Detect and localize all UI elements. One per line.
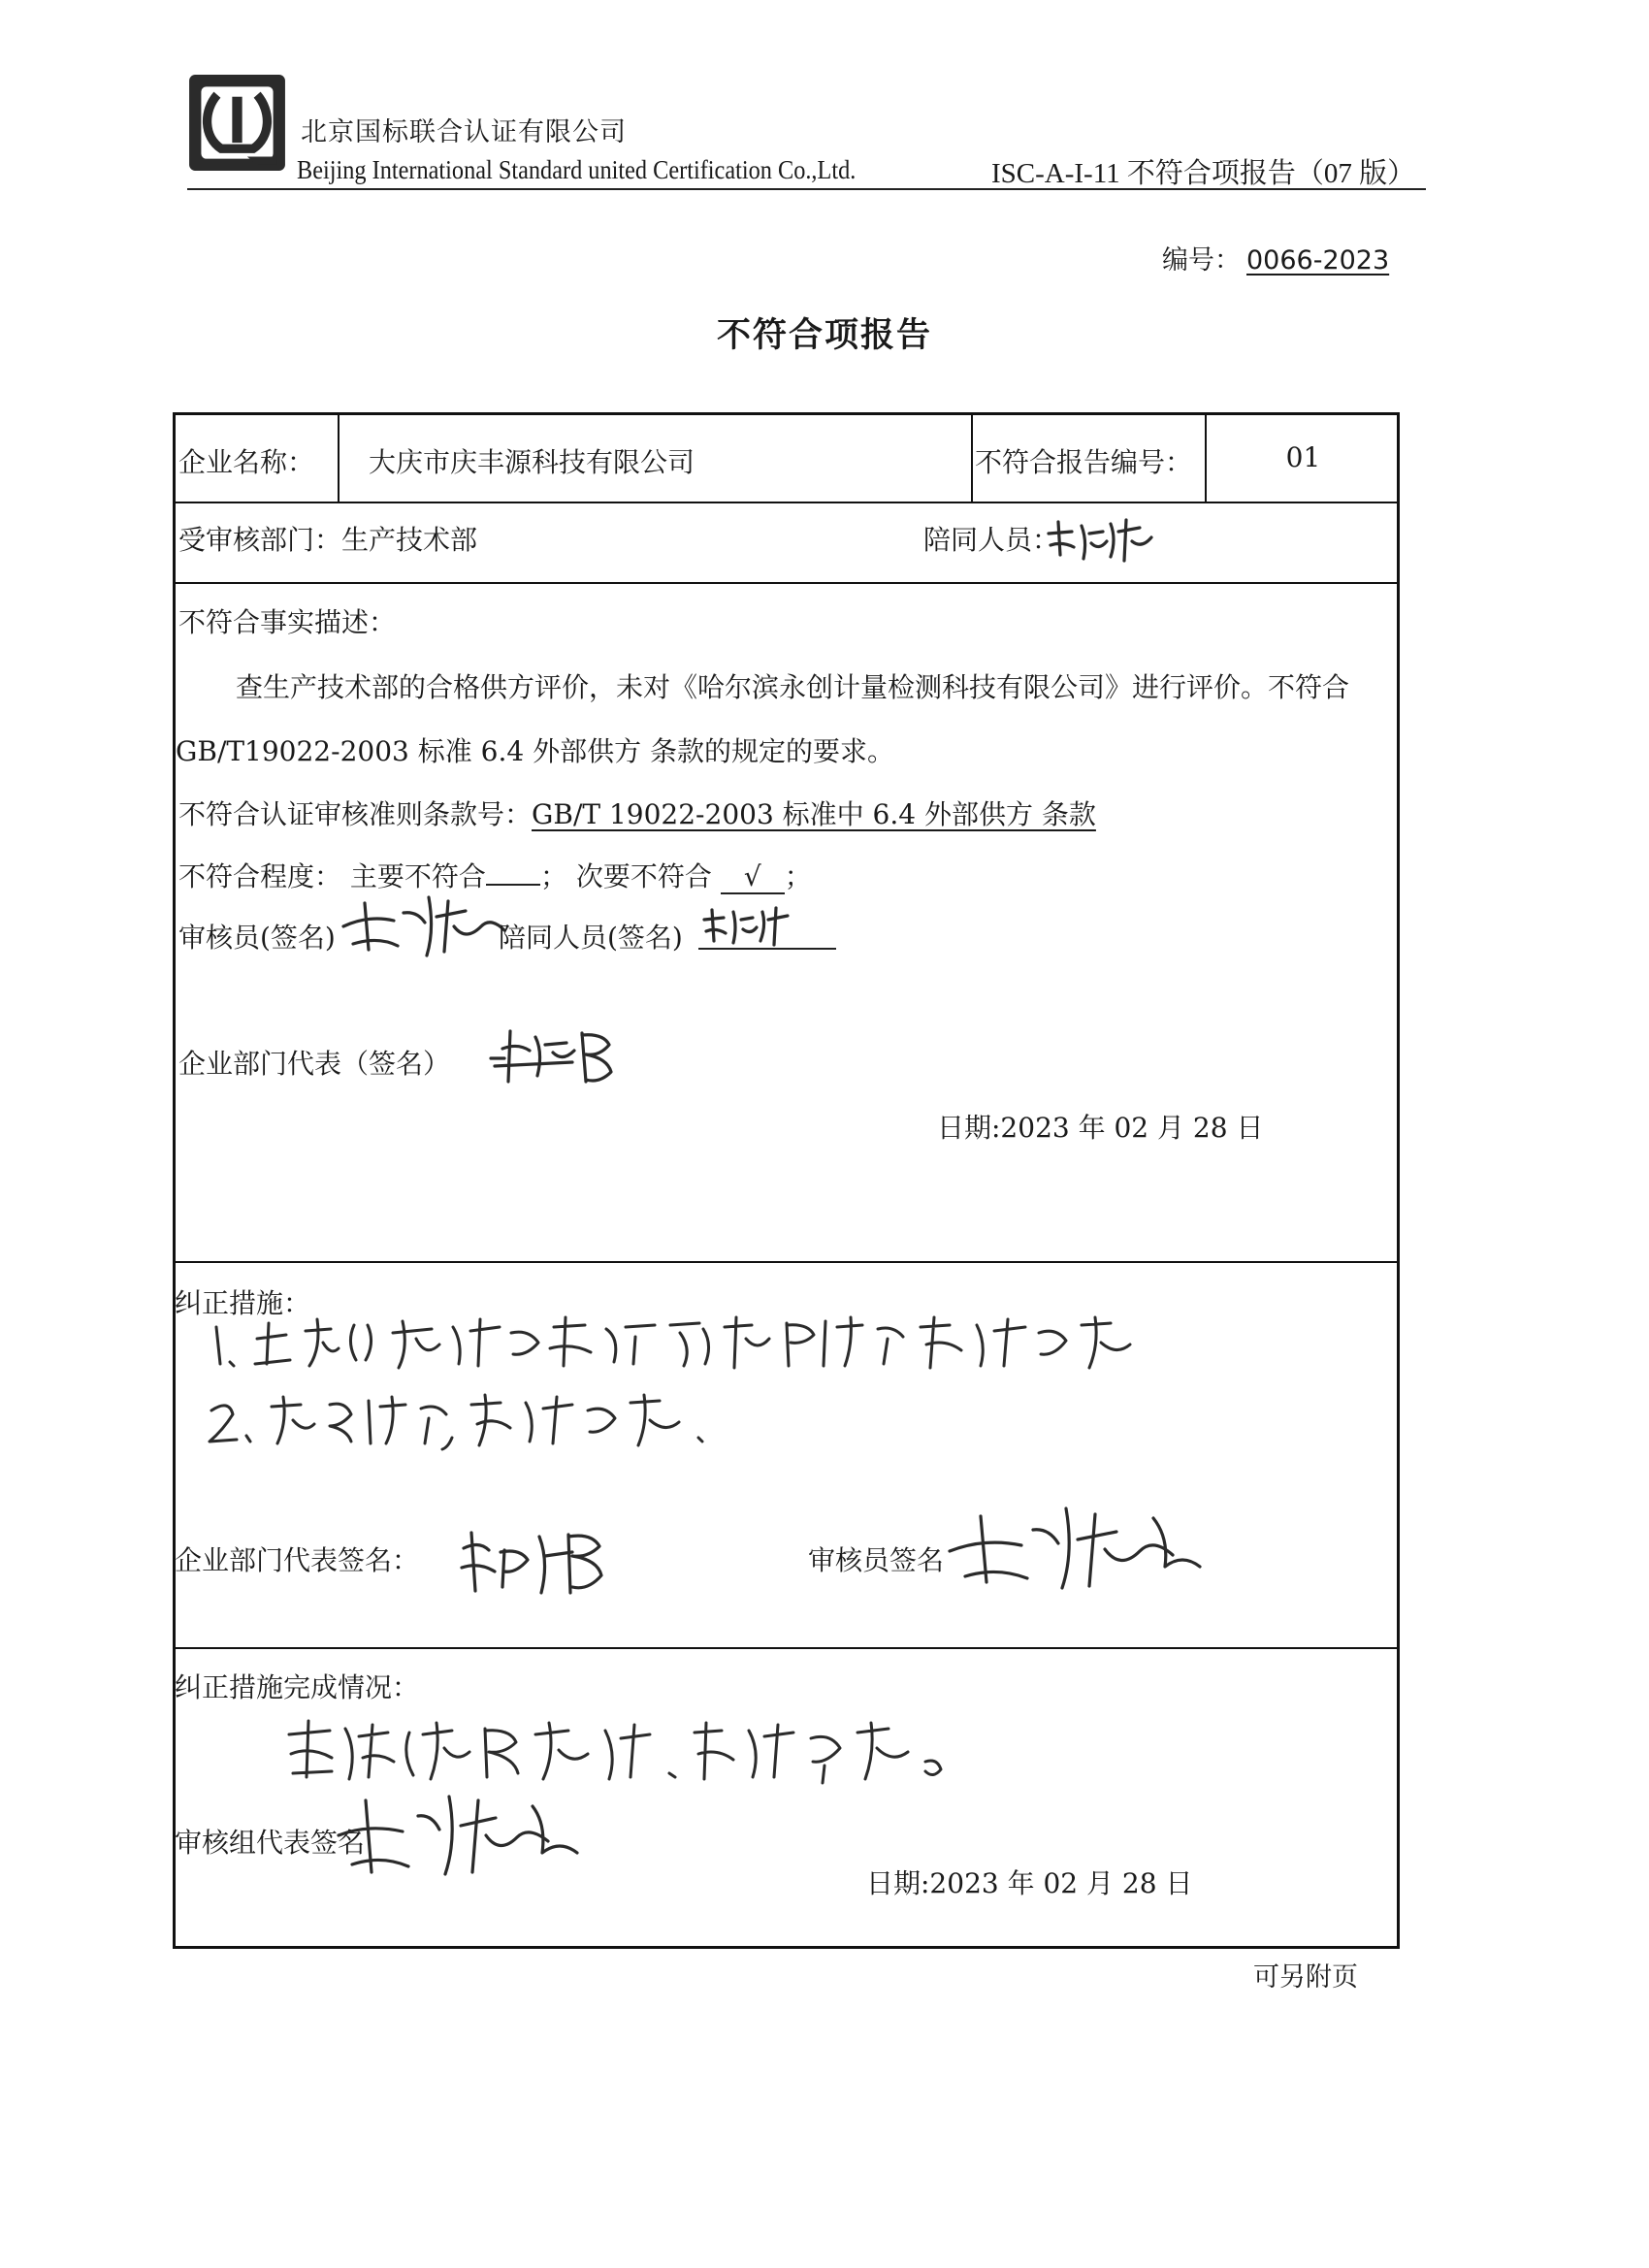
clause-row <box>178 794 1096 832</box>
minor-label: 次要不符合 <box>575 860 712 892</box>
rep-signature <box>485 1023 640 1091</box>
form-code: ISC-A-I-11 不符合项报告（07 版） <box>991 158 1416 189</box>
corrective-auditor-signature <box>946 1499 1208 1596</box>
completion-date: 日期:2023 年 02 月 28 日 <box>866 1867 1193 1899</box>
header-divider <box>187 188 1426 190</box>
clause-label: 不符合认证审核准则条款号： <box>178 798 533 830</box>
completion-heading: 纠正措施完成情况： <box>175 1671 420 1703</box>
leader-sign-label: 审核组代表签名 <box>175 1827 366 1859</box>
row-divider <box>173 1647 1400 1649</box>
dept-label-text: 受审核部门： <box>178 524 342 556</box>
auditor-signature <box>340 888 514 965</box>
company-label: 企业名称： <box>178 446 315 478</box>
serial-number <box>1162 239 1389 276</box>
corrective-rep-signature <box>456 1523 630 1601</box>
page-title: 不符合项报告 <box>716 316 932 355</box>
minor-mark: √ <box>721 860 785 894</box>
serial-label: 编号： <box>1162 245 1241 275</box>
cell-divider <box>338 412 340 502</box>
cell-divider <box>971 412 973 502</box>
company-logo <box>187 73 287 173</box>
company-name-en: Beijing International Standard united Certification Co.,Ltd. <box>297 155 857 184</box>
completion-handwriting <box>281 1715 960 1793</box>
corrective-auditor-sign-label: 审核员签名 <box>808 1544 945 1576</box>
escort-label: 陪同人员： <box>923 524 1060 556</box>
clause-value: GB/T 19022-2003 标准中 6.4 外部供方 条款 <box>532 798 1096 830</box>
row-divider <box>173 502 1400 503</box>
degree-label: 不符合程度： <box>178 860 342 892</box>
report-no-value: 01 <box>1285 441 1321 473</box>
facts-date: 日期:2023 年 02 月 28 日 <box>937 1112 1264 1144</box>
corrective-rep-sign-label: 企业部门代表签名： <box>175 1544 420 1576</box>
facts-line-1: 查生产技术部的合格供方评价，未对《哈尔滨永创计量检测科技有限公司》进行评价。不符合 <box>236 671 1350 703</box>
dept-value: 生产技术部 <box>341 524 478 556</box>
rep-sign-label: 企业部门代表（签名） <box>178 1048 451 1080</box>
leader-signature <box>335 1785 587 1882</box>
row-divider <box>173 582 1400 584</box>
major-separator: ； <box>539 860 567 892</box>
facts-line-2: GB/T19022-2003 标准 6.4 外部供方 条款的规定的要求。 <box>176 735 894 767</box>
escort-sign-signature <box>700 902 797 951</box>
report-no-label: 不符合报告编号： <box>975 446 1193 478</box>
corrective-handwriting-2 <box>204 1387 747 1455</box>
minor-separator: ； <box>784 860 812 892</box>
company-value: 大庆市庆丰源科技有限公司 <box>369 446 695 478</box>
escort-sign-label: 陪同人员(签名) <box>499 922 683 954</box>
facts-heading: 不符合事实描述： <box>178 606 397 638</box>
footer-note: 可另附页 <box>1253 1962 1358 1993</box>
escort-signature <box>1043 512 1159 570</box>
row-divider <box>173 1261 1400 1263</box>
company-name-cn: 北京国标联合认证有限公司 <box>301 117 627 147</box>
major-mark <box>486 884 540 886</box>
dept-label <box>178 519 477 558</box>
corrective-handwriting-1 <box>209 1310 1159 1377</box>
auditor-sign-label: 审核员(签名) <box>178 922 336 954</box>
corrective-heading: 纠正措施： <box>175 1287 311 1319</box>
major-label: 主要不符合 <box>349 860 486 892</box>
serial-value: 0066-2023 <box>1246 245 1390 275</box>
